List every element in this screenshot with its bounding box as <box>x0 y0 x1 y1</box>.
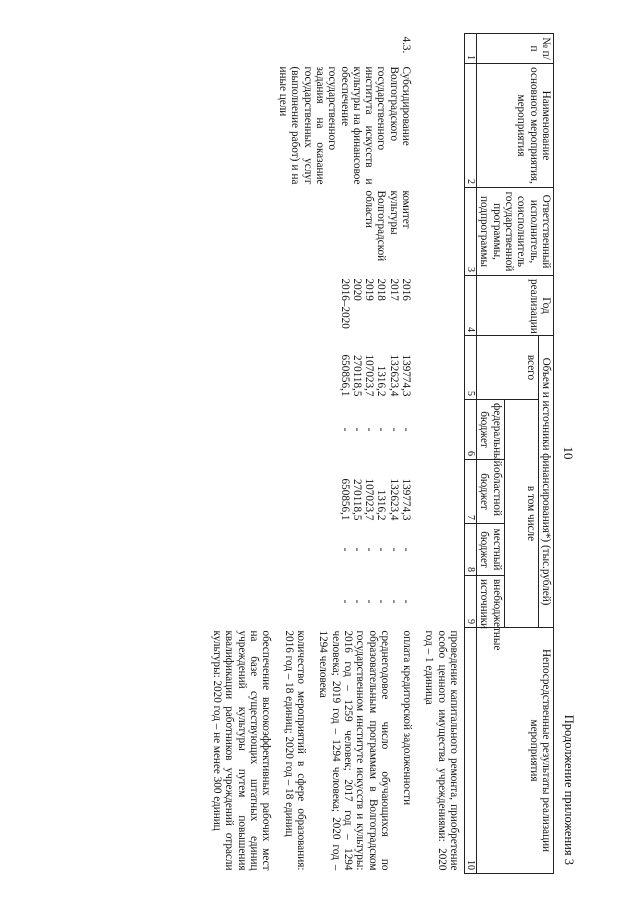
appendix-label: Продолжение приложения 3 <box>562 714 576 865</box>
result-item: среднегодовое число обучающихся по образовательным программам в Волгоградском государственном институте искусств и культуры: 2016 год – 1259 человек; 2017 год – 1294 человека; 2019 год – 1294 человека; 2020 год – 1294 человека <box>317 630 391 870</box>
col-number: 3 <box>465 187 477 275</box>
document-page <box>60 33 580 873</box>
col-number: 5 <box>465 335 477 399</box>
header-executor: Ответственный исполнитель, соисполнитель государственной программы, подпрограммы <box>477 187 554 275</box>
federal-values: - - - - - - <box>338 427 413 431</box>
regional-values: 139774,3 132623,4 1316,2 107023,7 270118,5 650856,1 <box>338 478 413 520</box>
col-number: 4 <box>465 275 477 335</box>
result-item: оплата кредиторской задолженности <box>401 630 414 805</box>
result-item: обеспечение высокоэффективных рабочих мест на базе существующих штатных единиц учреждений культуры путем повышения квалификации работников учреждений отрасли культуры: 2020 год – не менее 300 единиц <box>211 630 273 870</box>
local-values: - - - - - - <box>338 547 413 551</box>
year-list: 2016 2017 2018 2019 2020 2016–2020 <box>338 278 413 329</box>
header-incl: в том числе <box>504 399 538 627</box>
header-name: Наименование основного мероприятия, мероприятия <box>477 63 554 187</box>
col-number: 1 <box>465 33 477 63</box>
header-federal: федеральный бюджет <box>477 399 505 459</box>
results-cell <box>200 627 465 873</box>
col-number: 2 <box>465 63 477 187</box>
result-item: количество мероприятий в сфере образования: 2016 год – 18 единиц; 2020 год – 18 единиц <box>282 630 307 870</box>
col-number: 8 <box>465 523 477 575</box>
col-number: 10 <box>465 627 477 873</box>
measure-name: Субсидирование Волгоградского государственного института искусств и культуры на финансовое обеспечение государственного задания на оказание государственных услуг (выполнение работ) и на иные цели <box>277 66 413 184</box>
header-funding: Объем и источники финансирования*) (тыс.рублей) <box>538 335 553 627</box>
funding-table <box>200 33 554 874</box>
header-regional: областной бюджет <box>477 459 505 523</box>
column-numbers-row <box>465 33 477 873</box>
result-item: проведение капитального ремонта, приобретение особо ценного имущества учреждениями: 2020 год – 1 единица <box>423 630 461 870</box>
page-number: 10 <box>561 446 576 459</box>
header-num: № п/п <box>477 33 554 63</box>
col-number: 6 <box>465 399 477 459</box>
header-total: всего <box>477 335 539 399</box>
row-number: 4.3. <box>400 36 413 53</box>
extrabudget-values: - - - - - - <box>338 599 413 603</box>
col-number: 9 <box>465 575 477 627</box>
col-number: 7 <box>465 459 477 523</box>
executor-name: комитет культуры Волгоградской области <box>363 190 413 261</box>
header-extrabudget: внебюджетные источники <box>477 575 505 627</box>
header-year: Год реализации <box>477 275 554 335</box>
header-results: Непосредственные результаты реализации мероприятия <box>477 627 554 873</box>
table-row <box>200 33 465 873</box>
header-local: местный бюджет <box>477 523 505 575</box>
total-values: 139774,3 132623,4 1316,2 107023,7 270118,5 650856,1 <box>338 354 413 396</box>
